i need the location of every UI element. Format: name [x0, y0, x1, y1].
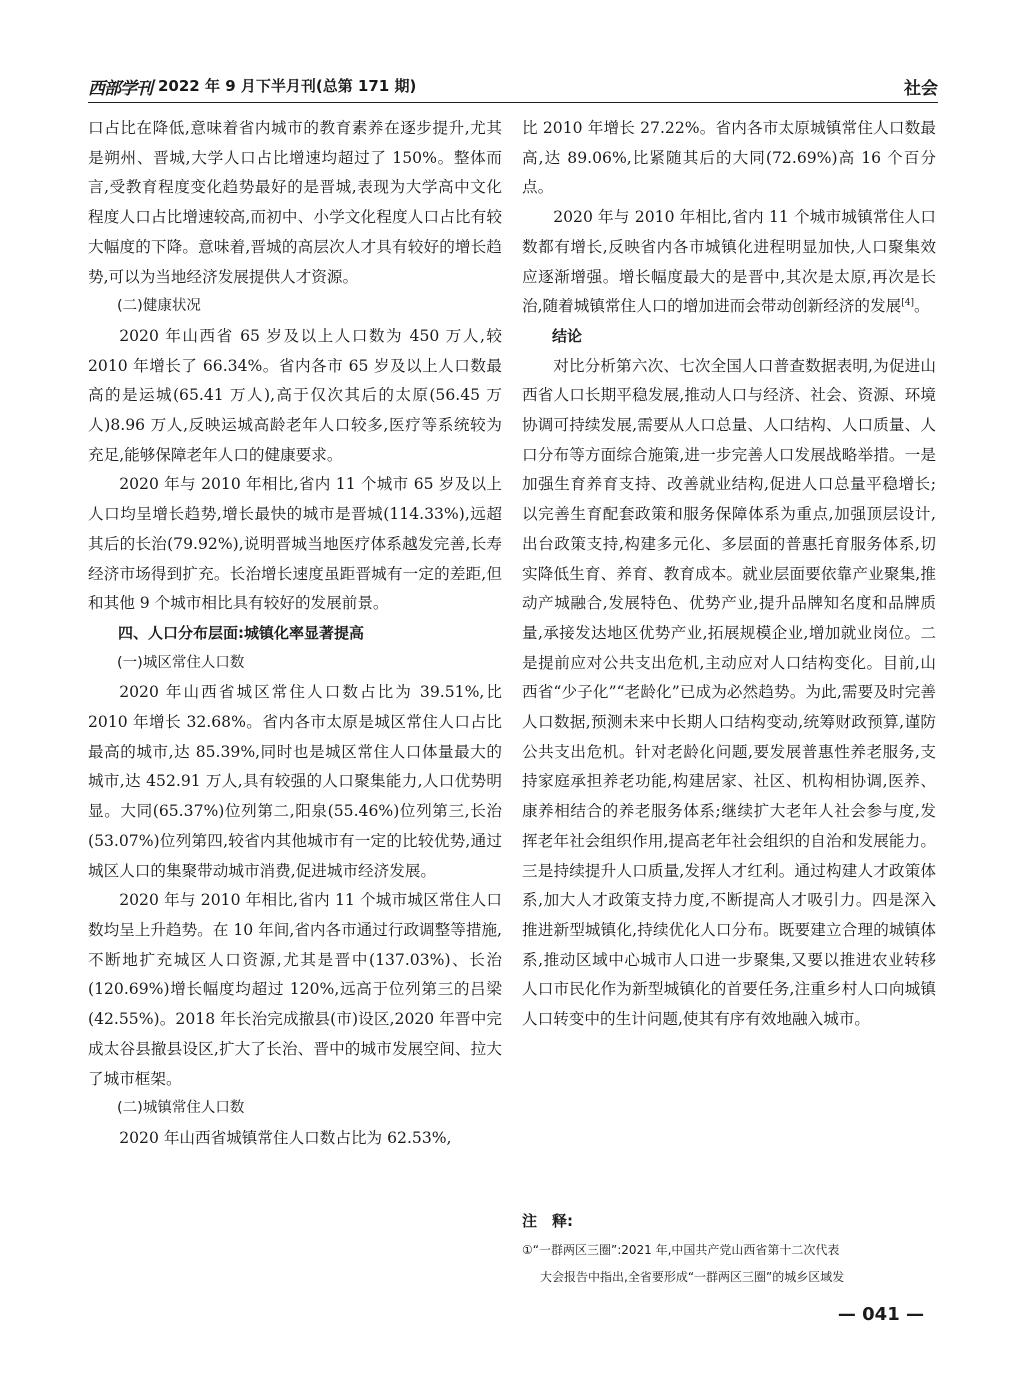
subheading-urban-area: (一)城区常住人口数	[117, 654, 245, 671]
page-number: — 041 —	[837, 1304, 924, 1325]
paragraph-town-continued: 比 2010 年增长 27.22%。省内各市太原城镇常住人口数最高,达 89.06%,比紧随其后的大同(72.69%)高 16 个百分点。	[522, 119, 936, 197]
paragraph-health-2: 2020 年与 2010 年相比,省内 11 个城市 65 岁及以上人口均呈增长趋势,增长最快的城市是晋城(114.33%),远超其后的长治(79.92%),说明晋城当地医疗体系越发完善,长寿经济市场得到扩充。长治增长速度虽距晋城有一定的差距,但和其他 9 个城市相比具有较好的发展前景。	[88, 475, 502, 613]
paragraph-urban-2: 2020 年与 2010 年相比,省内 11 个城市城区常住人口数均呈上升趋势。在 10 年间,省内各市通过行政调整等措施,不断地扩充城区人口资源,尤其是晋中(137.03%)、长治(120.69%)增长幅度均超过 120%,远高于位列第三的吕梁(42.55%)。2018 年长治完成撤县(市)设区,2020 年晋中完成太谷县撤县设区,扩大了长治、晋中的城市发展空间、拉大了城市框架。	[88, 891, 502, 1088]
note-item-1-line-2: 大会报告中指出,全省要形成“一群两区三圈”的城乡区域发	[540, 1270, 845, 1284]
right-column	[522, 114, 936, 1035]
notes-section	[522, 1210, 936, 1291]
running-header	[88, 70, 938, 103]
paragraph-town-1: 2020 年山西省城镇常住人口数占比为 62.53%,	[119, 1128, 452, 1147]
paragraph-conclusion: 对比分析第六次、七次全国人口普查数据表明,为促进山西省人口长期平稳发展,推动人口与经济、社会、资源、环境协调可持续发展,需要从人口总量、人口结构、人口质量、人口分布等方面综合施策,进一步完善人口发展战略举措。一是加强生育养育支持、改善就业结构,促进人口总量平稳增长;以完善生育配套政策和服务保障体系为重点,加强顶层设计,出台政策支持,构建多元化、多层面的普惠托育服务体系,切实降低生育、养育、教育成本。就业层面要依靠产业聚集,推动产城融合,发展特色、优势产业,提升品牌知名度和品牌质量,承接发达地区优势产业,拓展规模企业,增加就业岗位。二是提前应对公共支出危机,主动应对人口结构变化。目前,山西省“少子化”“老龄化”已成为必然趋势。为此,需要及时完善人口数据,预测未来中长期人口结构变动,统筹财政预算,谨防公共支出危机。针对老龄化问题,要发展普惠性养老服务,支持家庭承担养老功能,构建居家、社区、机构相协调,医养、康养相结合的养老服务体系;继续扩大老年人社会参与度,发挥老年社会组织作用,提高老年社会组织的自治和发展能力。三是持续提升人口质量,发挥人才红利。通过构建人才政策体系,加大人才政策支持力度,不断提高人才吸引力。四是深入推进新型城镇化,持续优化人口分布。既要建立合理的城镇体系,推动区域中心城市人口进一步聚集,又要以推进农业转移人口市民化作为新型城镇化的首要任务,注重乡村人口向城镇人口转变中的生计问题,使其有序有效地融入城市。	[522, 356, 936, 1029]
note-item-1-line-1: ①“一群两区三圈”:2021 年,中国共产党山西省第十二次代表	[522, 1243, 840, 1257]
subheading-health: (二)健康状况	[117, 298, 201, 315]
conclusion-heading: 结论	[552, 326, 583, 345]
paragraph-urban-1: 2020 年山西省城区常住人口数占比为 39.51%,比 2010 年增长 32.68%。省内各市太原是城区常住人口占比最高的城市,达 85.39%,同时也是城区常住人口体量最大的城市,达 452.91 万人,具有较强的人口聚集能力,人口优势明显。大同(65.37%)位列第二,阳泉(55.46%)位列第三,长治(53.07%)位列第四,较省内其他城市有一定的比较优势,通过城区人口的集聚带动城市消费,促进城市经济发展。	[88, 683, 502, 880]
section-label: 社会	[904, 79, 938, 99]
section-heading-distribution: 四、人口分布层面:城镇化率显著提高	[118, 623, 365, 642]
journal-logo: 西部学刊	[88, 79, 152, 99]
paragraph-health-1: 2020 年山西省 65 岁及以上人口数为 450 万人,较 2010 年增长了 66.34%。省内各市 65 岁及以上人口数最高的是运城(65.41 万人),高于仅次其后的太原(56.45 万人)8.96 万人,反映运城高龄老年人口较多,医疗等系统较为充足,能够保障老年人口的健康要求。	[88, 326, 502, 464]
subheading-town: (二)城镇常住人口数	[117, 1100, 245, 1117]
paragraph-education-continued: 口占比在降低,意味着省内城市的教育素养在逐步提升,尤其是朔州、晋城,大学人口占比增速均超过了 150%。整体而言,受教育程度变化趋势最好的是晋城,表现为大学高中文化程度人口占比增速较高,而初中、小学文化程度人口占比有较大幅度的下降。意味着,晋城的高层次人才具有较好的增长趋势,可以为当地经济发展提供人才资源。	[88, 119, 502, 286]
citation-ref-4: [4]	[901, 298, 914, 309]
paragraph-town-2	[522, 203, 936, 322]
issue-info: 2022 年 9 月下半月刊(总第 171 期)	[158, 77, 417, 95]
notes-title: 注 释:	[522, 1212, 573, 1230]
paragraph-town-2-end: 。	[913, 297, 930, 316]
paragraph-town-2-text: 2020 年与 2010 年相比,省内 11 个城市城镇常住人口数都有增长,反映省内各市城镇化进程明显加快,人口聚集效应逐渐增强。增长幅度最大的是晋中,其次是太原,再次是长治,随着城镇常住人口的增加进而会带动创新经济的发展	[522, 208, 936, 316]
left-column	[88, 114, 502, 1154]
note-item-1	[522, 1237, 936, 1291]
